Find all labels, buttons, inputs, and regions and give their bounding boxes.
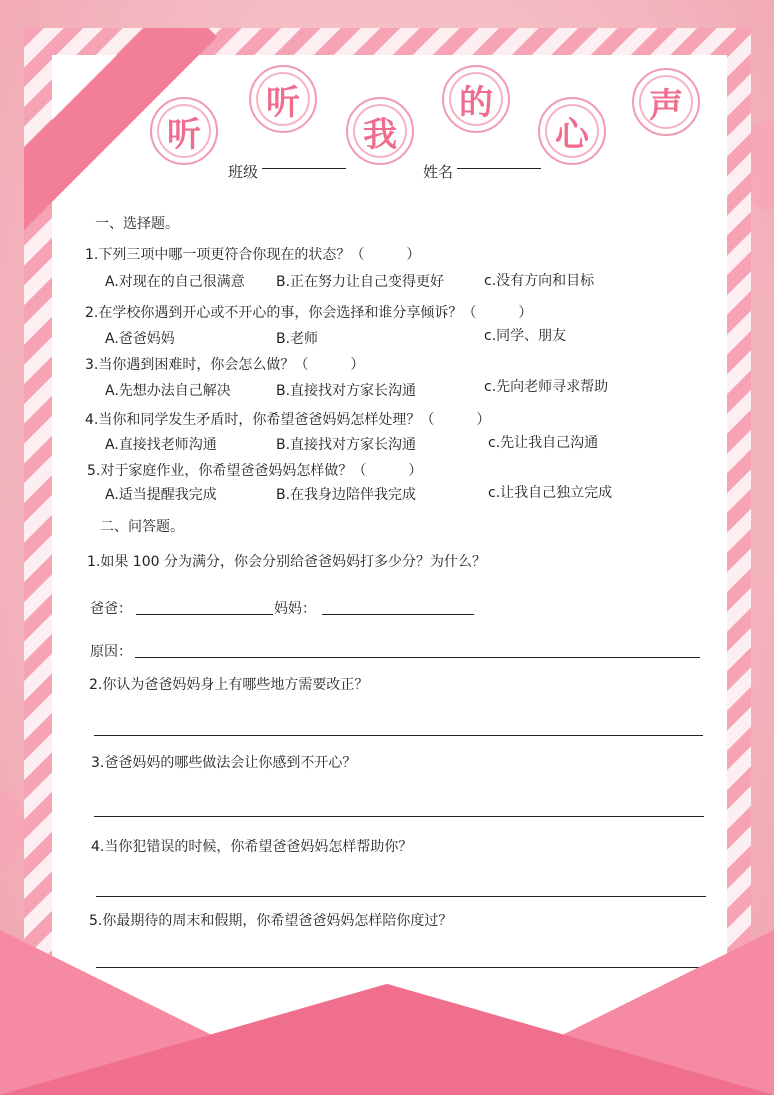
answer-line-2[interactable] <box>94 735 703 736</box>
title-char-1: 听 <box>150 97 218 165</box>
name-field[interactable] <box>457 168 541 169</box>
mom-score-field[interactable] <box>322 614 474 615</box>
essay-question-2: 2.你认为爸爸妈妈身上有哪些地方需要改正？ <box>89 677 369 693</box>
question-2: 2.在学校你遇到开心或不开心的事，你会选择和谁分享倾诉？（ ） <box>85 305 533 321</box>
reason-label: 原因： <box>90 644 132 660</box>
question-5-option-c[interactable]: c.让我自己独立完成 <box>488 485 613 501</box>
title-char-2: 听 <box>249 65 317 133</box>
answer-line-4[interactable] <box>96 896 706 897</box>
section2-heading: 二、问答题。 <box>100 519 184 535</box>
essay-question-5: 5.你最期待的周末和假期，你希望爸爸妈妈怎样陪你度过？ <box>89 913 453 929</box>
title-char-4: 的 <box>442 65 510 133</box>
question-3-option-b[interactable]: B.直接找对方家长沟通 <box>276 383 417 399</box>
essay-question-3: 3.爸爸妈妈的哪些做法会让你感到不开心？ <box>91 755 357 771</box>
question-5: 5.对于家庭作业，你希望爸爸妈妈怎样做？（ ） <box>87 463 423 479</box>
essay-question-1: 1.如果 100 分为满分，你会分别给爸爸妈妈打多少分？为什么？ <box>87 554 486 570</box>
petal-decoration <box>0 790 25 870</box>
name-label: 姓名 <box>423 163 454 181</box>
dad-score-field[interactable] <box>136 614 273 615</box>
title-char-5: 心 <box>538 97 606 165</box>
question-2-option-b[interactable]: B.老师 <box>276 331 319 347</box>
question-1-option-a[interactable]: A.对现在的自己很满意 <box>105 274 245 290</box>
question-1-option-b[interactable]: B.正在努力让自己变得更好 <box>276 274 445 290</box>
class-label: 班级 <box>228 163 259 181</box>
title-char-3: 我 <box>346 97 414 165</box>
question-5-option-a[interactable]: A.适当提醒我完成 <box>105 487 217 503</box>
answer-line-5[interactable] <box>96 967 706 968</box>
reason-field[interactable] <box>135 657 700 658</box>
mom-label: 妈妈： <box>274 601 316 617</box>
question-4-option-b[interactable]: B.直接找对方家长沟通 <box>276 437 417 453</box>
title-char-6: 声 <box>632 68 700 136</box>
question-4-option-a[interactable]: A.直接找老师沟通 <box>105 437 217 453</box>
dad-label: 爸爸： <box>90 601 132 617</box>
answer-line-3[interactable] <box>94 816 704 817</box>
question-3: 3.当你遇到困难时，你会怎么做？（ ） <box>85 357 365 373</box>
section1-heading: 一、选择题。 <box>95 216 179 232</box>
question-3-option-a[interactable]: A.先想办法自己解决 <box>105 383 231 399</box>
class-field[interactable] <box>262 168 346 169</box>
question-4-option-c[interactable]: c.先让我自己沟通 <box>488 435 599 451</box>
question-2-option-a[interactable]: A.爸爸妈妈 <box>105 331 175 347</box>
question-5-option-b[interactable]: B.在我身边陪伴我完成 <box>276 487 417 503</box>
essay-question-4: 4.当你犯错误的时候，你希望爸爸妈妈怎样帮助你？ <box>91 839 413 855</box>
question-2-option-c[interactable]: c.同学、朋友 <box>484 328 567 344</box>
question-1-option-c[interactable]: c.没有方向和目标 <box>484 273 595 289</box>
question-3-option-c[interactable]: c.先向老师寻求帮助 <box>484 379 609 395</box>
question-4: 4.当你和同学发生矛盾时，你希望爸爸妈妈怎样处理？（ ） <box>85 412 491 428</box>
question-1: 1.下列三项中哪一项更符合你现在的状态？（ ） <box>85 247 421 263</box>
